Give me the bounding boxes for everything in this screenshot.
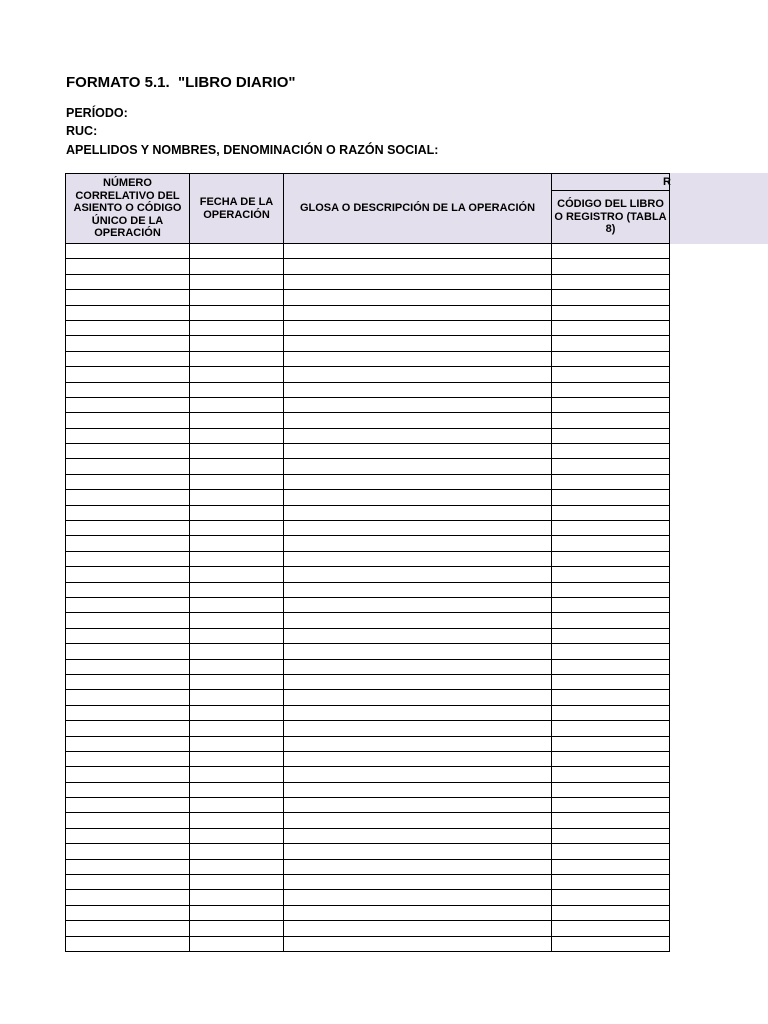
table-row — [66, 428, 670, 443]
table-row — [66, 459, 670, 474]
table-row — [66, 490, 670, 505]
ledger-body — [66, 244, 670, 952]
table-cell[interactable] — [552, 521, 670, 536]
table-cell[interactable] — [66, 613, 190, 628]
table-cell[interactable] — [190, 751, 284, 766]
table-cell[interactable] — [284, 875, 552, 890]
table-cell[interactable] — [66, 536, 190, 551]
table-cell[interactable] — [66, 690, 190, 705]
table-cell[interactable] — [190, 505, 284, 520]
table-cell[interactable] — [66, 582, 190, 597]
table-row — [66, 259, 670, 274]
table-cell[interactable] — [284, 905, 552, 920]
table-cell[interactable] — [190, 782, 284, 797]
table-cell[interactable] — [66, 782, 190, 797]
table-cell[interactable] — [190, 428, 284, 443]
table-cell[interactable] — [190, 921, 284, 936]
table-cell[interactable] — [284, 597, 552, 612]
table-row — [66, 382, 670, 397]
table-cell[interactable] — [66, 875, 190, 890]
table-row — [66, 351, 670, 366]
table-cell[interactable] — [284, 644, 552, 659]
table-row — [66, 474, 670, 489]
table-cell[interactable] — [66, 844, 190, 859]
table-cell[interactable] — [552, 798, 670, 813]
table-cell[interactable] — [552, 597, 670, 612]
table-cell[interactable] — [66, 721, 190, 736]
table-cell[interactable] — [284, 474, 552, 489]
table-cell[interactable] — [284, 336, 552, 351]
table-cell[interactable] — [190, 597, 284, 612]
table-row — [66, 674, 670, 689]
table-cell[interactable] — [552, 444, 670, 459]
table-cell[interactable] — [552, 905, 670, 920]
table-cell[interactable] — [190, 828, 284, 843]
table-cell[interactable] — [284, 536, 552, 551]
table-cell[interactable] — [552, 644, 670, 659]
table-cell[interactable] — [66, 490, 190, 505]
table-cell[interactable] — [552, 505, 670, 520]
table-cell[interactable] — [190, 259, 284, 274]
table-cell[interactable] — [552, 875, 670, 890]
table-cell[interactable] — [66, 736, 190, 751]
table-cell[interactable] — [66, 551, 190, 566]
table-row — [66, 367, 670, 382]
table-cell[interactable] — [66, 382, 190, 397]
table-cell[interactable] — [552, 844, 670, 859]
table-cell[interactable] — [552, 767, 670, 782]
table-cell[interactable] — [552, 290, 670, 305]
table-cell[interactable] — [190, 413, 284, 428]
table-cell[interactable] — [190, 521, 284, 536]
table-cell[interactable] — [190, 936, 284, 951]
table-cell[interactable] — [552, 736, 670, 751]
period-label: PERÍODO: — [66, 106, 128, 120]
table-row — [66, 767, 670, 782]
table-cell[interactable] — [284, 659, 552, 674]
table-cell[interactable] — [284, 859, 552, 874]
table-cell[interactable] — [190, 875, 284, 890]
table-cell[interactable] — [284, 582, 552, 597]
table-row — [66, 336, 670, 351]
table-cell[interactable] — [66, 798, 190, 813]
table-row — [66, 413, 670, 428]
table-cell[interactable] — [284, 244, 552, 259]
table-cell[interactable] — [284, 490, 552, 505]
table-cell[interactable] — [284, 828, 552, 843]
table-cell[interactable] — [284, 782, 552, 797]
table-cell[interactable] — [190, 736, 284, 751]
table-row — [66, 844, 670, 859]
table-cell[interactable] — [66, 274, 190, 289]
table-cell[interactable] — [66, 567, 190, 582]
header-overflow-fill — [668, 173, 768, 244]
table-cell[interactable] — [552, 382, 670, 397]
table-row — [66, 705, 670, 720]
table-cell[interactable] — [190, 290, 284, 305]
table-cell[interactable] — [190, 767, 284, 782]
table-cell[interactable] — [66, 828, 190, 843]
table-row — [66, 798, 670, 813]
table-cell[interactable] — [284, 551, 552, 566]
table-row — [66, 921, 670, 936]
table-cell[interactable] — [552, 351, 670, 366]
table-cell[interactable] — [552, 474, 670, 489]
table-row — [66, 875, 670, 890]
table-cell[interactable] — [190, 551, 284, 566]
table-cell[interactable] — [66, 890, 190, 905]
table-cell[interactable] — [284, 521, 552, 536]
table-cell[interactable] — [190, 644, 284, 659]
table-cell[interactable] — [552, 890, 670, 905]
table-cell[interactable] — [284, 936, 552, 951]
header-glosa: GLOSA O DESCRIPCIÓN DE LA OPERACIÓN — [284, 174, 552, 244]
document-title: FORMATO 5.1. "LIBRO DIARIO" — [66, 74, 296, 91]
table-cell[interactable] — [66, 305, 190, 320]
table-row — [66, 597, 670, 612]
table-cell[interactable] — [190, 490, 284, 505]
table-cell[interactable] — [552, 813, 670, 828]
table-cell[interactable] — [66, 336, 190, 351]
table-cell[interactable] — [552, 921, 670, 936]
table-row — [66, 721, 670, 736]
table-cell[interactable] — [552, 567, 670, 582]
table-cell[interactable] — [552, 413, 670, 428]
table-cell[interactable] — [190, 844, 284, 859]
table-cell[interactable] — [66, 351, 190, 366]
table-cell[interactable] — [66, 397, 190, 412]
table-cell[interactable] — [284, 890, 552, 905]
table-cell[interactable] — [284, 305, 552, 320]
table-cell[interactable] — [190, 274, 284, 289]
table-row — [66, 813, 670, 828]
table-row — [66, 320, 670, 335]
table-cell[interactable] — [552, 459, 670, 474]
table-cell[interactable] — [284, 428, 552, 443]
table-cell[interactable] — [190, 721, 284, 736]
table-row — [66, 659, 670, 674]
table-cell[interactable] — [284, 613, 552, 628]
table-cell[interactable] — [552, 536, 670, 551]
table-cell[interactable] — [284, 397, 552, 412]
table-cell[interactable] — [284, 690, 552, 705]
table-cell[interactable] — [66, 936, 190, 951]
table-row — [66, 244, 670, 259]
table-cell[interactable] — [190, 474, 284, 489]
table-cell[interactable] — [552, 859, 670, 874]
table-cell[interactable] — [552, 782, 670, 797]
table-cell[interactable] — [66, 705, 190, 720]
table-row — [66, 736, 670, 751]
table-cell[interactable] — [66, 290, 190, 305]
table-cell[interactable] — [190, 798, 284, 813]
header-codigo-libro: CÓDIGO DEL LIBRO O REGISTRO (TABLA 8) — [552, 191, 670, 244]
table-cell[interactable] — [284, 721, 552, 736]
table-cell[interactable] — [66, 628, 190, 643]
table-cell[interactable] — [284, 351, 552, 366]
table-row — [66, 628, 670, 643]
table-cell[interactable] — [66, 813, 190, 828]
table-cell[interactable] — [284, 413, 552, 428]
table-cell[interactable] — [284, 274, 552, 289]
table-cell[interactable] — [284, 813, 552, 828]
table-row — [66, 444, 670, 459]
table-cell[interactable] — [66, 320, 190, 335]
table-cell[interactable] — [66, 521, 190, 536]
table-cell[interactable] — [190, 536, 284, 551]
table-cell[interactable] — [284, 767, 552, 782]
table-cell[interactable] — [66, 367, 190, 382]
header-group-fragment — [552, 174, 670, 191]
table-cell[interactable] — [552, 274, 670, 289]
table-cell[interactable] — [552, 613, 670, 628]
table-cell[interactable] — [552, 674, 670, 689]
company-name-label: APELLIDOS Y NOMBRES, DENOMINACIÓN O RAZÓN SOCIAL: — [66, 143, 439, 157]
table-cell[interactable] — [284, 290, 552, 305]
table-cell[interactable] — [66, 413, 190, 428]
table-cell[interactable] — [190, 244, 284, 259]
table-cell[interactable] — [190, 459, 284, 474]
table-cell[interactable] — [552, 582, 670, 597]
table-cell[interactable] — [66, 644, 190, 659]
table-cell[interactable] — [190, 367, 284, 382]
table-cell[interactable] — [190, 382, 284, 397]
table-cell[interactable] — [284, 567, 552, 582]
table-cell[interactable] — [190, 659, 284, 674]
table-cell[interactable] — [190, 320, 284, 335]
table-row — [66, 305, 670, 320]
table-cell[interactable] — [66, 674, 190, 689]
table-cell[interactable] — [190, 397, 284, 412]
table-cell[interactable] — [190, 674, 284, 689]
ruc-label: RUC: — [66, 124, 98, 138]
table-row — [66, 505, 670, 520]
table-cell[interactable] — [66, 259, 190, 274]
table-cell[interactable] — [552, 397, 670, 412]
table-row — [66, 690, 670, 705]
table-cell[interactable] — [190, 613, 284, 628]
table-cell[interactable] — [66, 597, 190, 612]
table-cell[interactable] — [190, 351, 284, 366]
table-row — [66, 397, 670, 412]
table-cell[interactable] — [66, 474, 190, 489]
table-row — [66, 536, 670, 551]
table-row — [66, 290, 670, 305]
table-row — [66, 782, 670, 797]
table-cell[interactable] — [284, 798, 552, 813]
table-row — [66, 567, 670, 582]
table-cell[interactable] — [190, 690, 284, 705]
table-cell[interactable] — [284, 382, 552, 397]
table-row — [66, 551, 670, 566]
table-cell[interactable] — [284, 628, 552, 643]
table-cell[interactable] — [66, 921, 190, 936]
table-cell[interactable] — [284, 259, 552, 274]
table-row — [66, 859, 670, 874]
table-cell[interactable] — [284, 705, 552, 720]
table-cell[interactable] — [284, 444, 552, 459]
table-cell[interactable] — [66, 444, 190, 459]
table-row — [66, 751, 670, 766]
table-cell[interactable] — [552, 936, 670, 951]
table-cell[interactable] — [284, 674, 552, 689]
ledger-sheet — [65, 173, 669, 951]
table-cell[interactable] — [552, 336, 670, 351]
table-cell[interactable] — [66, 459, 190, 474]
table-cell[interactable] — [190, 567, 284, 582]
table-cell[interactable] — [552, 551, 670, 566]
table-cell[interactable] — [552, 490, 670, 505]
header-fecha-operacion: FECHA DE LA OPERACIÓN — [190, 174, 284, 244]
table-row — [66, 644, 670, 659]
table-cell[interactable] — [284, 320, 552, 335]
table-cell[interactable] — [552, 628, 670, 643]
table-cell[interactable] — [190, 444, 284, 459]
table-cell[interactable] — [66, 505, 190, 520]
table-row — [66, 613, 670, 628]
table-cell[interactable] — [284, 459, 552, 474]
table-cell[interactable] — [284, 921, 552, 936]
table-cell[interactable] — [552, 428, 670, 443]
table-row — [66, 521, 670, 536]
ledger-table — [65, 173, 670, 952]
table-cell[interactable] — [552, 721, 670, 736]
table-cell[interactable] — [66, 905, 190, 920]
table-row — [66, 828, 670, 843]
table-cell[interactable] — [552, 705, 670, 720]
table-cell[interactable] — [284, 844, 552, 859]
table-row — [66, 890, 670, 905]
table-cell[interactable] — [190, 859, 284, 874]
table-cell[interactable] — [552, 320, 670, 335]
table-row — [66, 274, 670, 289]
table-cell[interactable] — [190, 890, 284, 905]
table-cell[interactable] — [552, 659, 670, 674]
table-cell[interactable] — [552, 690, 670, 705]
table-cell[interactable] — [190, 813, 284, 828]
table-row — [66, 936, 670, 951]
table-cell[interactable] — [66, 244, 190, 259]
table-cell[interactable] — [552, 828, 670, 843]
table-cell[interactable] — [190, 705, 284, 720]
table-cell[interactable] — [284, 736, 552, 751]
table-cell[interactable] — [552, 305, 670, 320]
table-cell[interactable] — [552, 367, 670, 382]
table-cell[interactable] — [190, 905, 284, 920]
table-cell[interactable] — [190, 336, 284, 351]
table-cell[interactable] — [66, 767, 190, 782]
table-cell[interactable] — [552, 244, 670, 259]
table-cell[interactable] — [66, 659, 190, 674]
table-cell[interactable] — [552, 259, 670, 274]
table-row — [66, 905, 670, 920]
table-cell[interactable] — [284, 751, 552, 766]
table-cell[interactable] — [66, 859, 190, 874]
table-cell[interactable] — [66, 751, 190, 766]
table-cell[interactable] — [190, 582, 284, 597]
table-cell[interactable] — [66, 428, 190, 443]
group-label-text: R — [663, 175, 671, 188]
header-numero-correlativo: NÚMERO CORRELATIVO DEL ASIENTO O CÓDIGO ÚNICO DE LA OPERACIÓN — [66, 174, 190, 244]
table-cell[interactable] — [284, 367, 552, 382]
table-cell[interactable] — [190, 305, 284, 320]
table-cell[interactable] — [552, 751, 670, 766]
table-cell[interactable] — [284, 505, 552, 520]
table-row — [66, 582, 670, 597]
table-cell[interactable] — [190, 628, 284, 643]
